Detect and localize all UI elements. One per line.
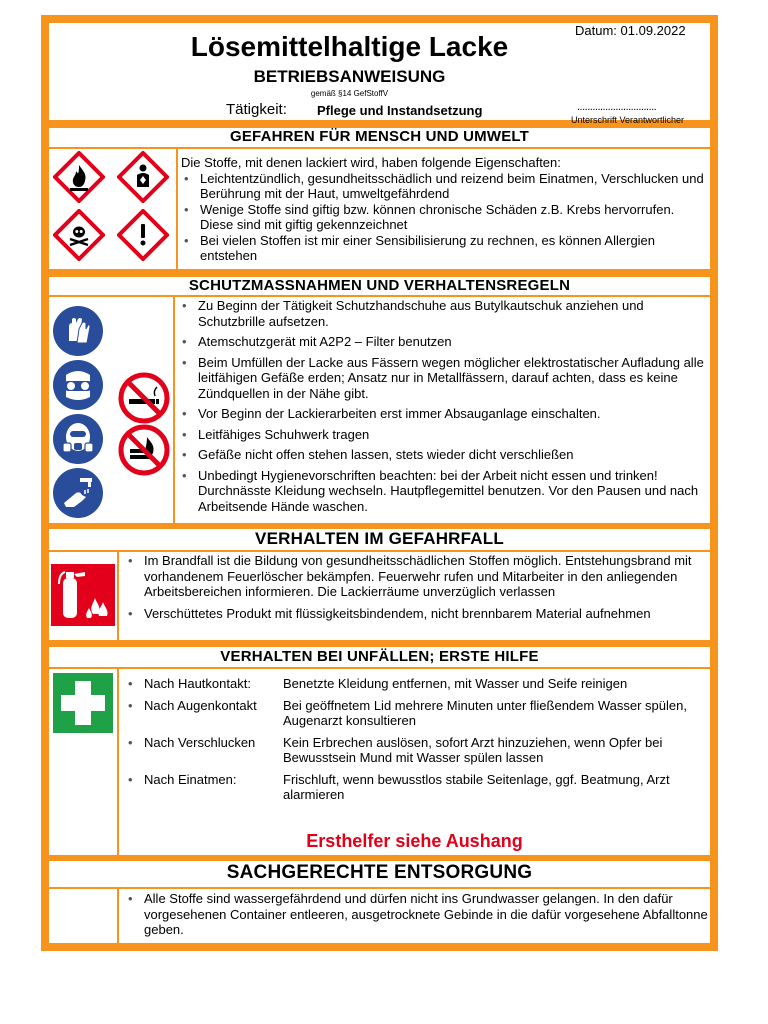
emergency-item: • Verschüttetes Produkt mit flüssigkeitsbindendem, nicht brennbarem Material aufnehmen: [125, 606, 709, 622]
hazards-title-bar: [49, 128, 710, 147]
legal-reference: gemäß §14 GefStoffV: [310, 89, 389, 98]
protection-item: • Beim Umfüllen der Lacke aus Fässern wegen möglicher elektrostatischer Aufladung alle leitfähigen Gefäße erden; Ansatz nur in Metallfässern, darauf achten, dass es keine Zündquellen in der Nähe gibt.: [179, 355, 709, 402]
firstaid-section: [49, 669, 710, 855]
firstaid-instruction: Kein Erbrechen auslösen, sofort Arzt hinzuziehen, wenn Opfer bei Bewusstsein Mund mit Wasser spülen lassen: [283, 734, 663, 765]
protection-item: • Gefäße nicht offen stehen lassen, stets wieder dicht verschließen: [179, 447, 709, 463]
firstaid-label: Nach Verschlucken: [144, 734, 256, 750]
protection-text: [179, 298, 709, 514]
emergency-list: [125, 553, 709, 621]
disposal-list: [125, 891, 709, 938]
gloves-icon: [52, 305, 104, 357]
signature-label: Unterschrift Verantwortlicher: [571, 115, 685, 125]
header-section: [49, 23, 710, 125]
firstaid-row: • Nach Augenkontakt Bei geöffnetem Lid mehrere Minuten unter fließendem Wasser spülen, Augenarzt konsultieren: [125, 698, 709, 729]
disposal-text: [125, 891, 709, 938]
protection-list: [179, 298, 709, 514]
safety-goggles-icon: [52, 359, 104, 411]
respirator-icon: [52, 413, 104, 465]
exclamation-icon: [117, 209, 169, 261]
emergency-item: • Im Brandfall ist die Bildung von gesundheitsschädlichen Stoffen möglich. Entstehungsbrand mit vorhandenem Feuerlöscher bekämpfen. Feuerwehr rufen und Mitarbeiter in den anliegenden Arbeitsbereichen informieren. Die Lackierräume unverzüglich verlassen: [125, 553, 709, 600]
firstaid-row: • Nach Hautkontakt: Benetzte Kleidung entfernen, mit Wasser und Seife reinigen: [125, 676, 709, 692]
firstaid-label: Nach Einatmen:: [144, 771, 237, 787]
firstaid-row: • Nach Einatmen: Frischluft, wenn bewusstlos stabile Seitenlage, ggf. Beatmung, Arzt alarmieren: [125, 772, 709, 803]
protection-title: SCHUTZMASSNAHMEN UND VERHALTENSREGELN: [188, 277, 571, 294]
emergency-title-bar: [49, 529, 710, 550]
activity-value: Pflege und Instandsetzung: [317, 103, 483, 118]
hazards-section: [49, 149, 710, 269]
document-title: Lösemittelhaltige Lacke: [190, 31, 509, 62]
signature-line: ...............................: [577, 101, 657, 113]
hazards-title: GEFAHREN FÜR MENSCH UND UMWELT: [229, 128, 530, 145]
hazards-intro: Die Stoffe, mit denen lackiert wird, haben folgende Eigenschaften:: [181, 155, 561, 170]
no-open-flame-icon: [117, 423, 171, 477]
protection-section: [49, 297, 710, 523]
firstaid-title: VERHALTEN BEI UNFÄLLEN; ERSTE HILFE: [220, 648, 539, 665]
disposal-divider: [117, 889, 119, 943]
protection-item: • Zu Beginn der Tätigkeit Schutzhandschuhe aus Butylkautschuk anziehen und Schutzbrille aufsetzen.: [179, 298, 709, 329]
emergency-title: VERHALTEN IM GEFAHRFALL: [255, 529, 504, 548]
skull-crossbones-icon: [53, 209, 105, 261]
health-hazard-icon: [117, 151, 169, 203]
emergency-text: [125, 553, 709, 621]
protection-item: • Atemschutzgerät mit A2P2 – Filter benutzen: [179, 334, 709, 350]
protection-divider: [173, 297, 175, 523]
protection-title-bar: [49, 277, 710, 295]
protection-item: • Unbedingt Hygienevorschriften beachten: bei der Arbeit nicht essen und trinken! Durchnässte Kleidung wechseln. Hautpflegemittel benutzen. Vor den Pausen und nach Arbeitsende Hände waschen.: [179, 468, 709, 515]
emergency-section: [49, 552, 710, 640]
disposal-section: [49, 889, 710, 943]
first-aid-icon: [53, 673, 113, 733]
instruction-sheet-frame: [41, 15, 718, 951]
firstaid-row: • Nach Verschlucken Kein Erbrechen auslösen, sofort Arzt hinzuziehen, wenn Opfer bei Bewusstsein Mund mit Wasser spülen lassen: [125, 735, 709, 766]
disposal-title-bar: [49, 861, 710, 887]
firstaid-text: [125, 676, 709, 803]
emergency-divider: [117, 552, 119, 640]
disposal-item: • Alle Stoffe sind wassergefährdend und dürfen nicht ins Grundwasser gelangen. In den dafür vorgesehenen Container entleeren, ausgetrocknete Gebinde in die dafür vorgesehene Abfalltonne geben.: [125, 891, 709, 938]
firstaid-divider: [117, 669, 119, 855]
fire-extinguisher-icon: [51, 564, 115, 626]
activity-label: Tätigkeit:: [226, 101, 287, 118]
date-field: Datum: 01.09.2022: [575, 23, 686, 38]
firstaid-label: Nach Augenkontakt: [144, 697, 257, 713]
firstaid-instruction: Benetzte Kleidung entfernen, mit Wasser und Seife reinigen: [283, 676, 628, 691]
hazard-item: • Leichtentzündlich, gesundheitsschädlich und reizend beim Einatmen, Verschlucken und Berührung mit der Haut, umweltgefährdend: [181, 171, 707, 202]
flame-icon: [53, 151, 105, 203]
firstaid-title-bar: [49, 647, 710, 667]
hazard-item: • Wenige Stoffe sind giftig bzw. können chronische Schäden z.B. Krebs hervorrufen. Diese sind mit giftig gekennzeichnet: [181, 202, 707, 233]
hazards-divider: [176, 149, 178, 269]
document-subtitle: BETRIEBSANWEISUNG: [253, 67, 446, 86]
hazards-list: [181, 171, 707, 264]
first-aider-notice: Ersthelfer siehe Aushang: [306, 831, 523, 851]
hazards-text: [181, 155, 707, 264]
protection-item: • Vor Beginn der Lackierarbeiten erst immer Absauganlage einschalten.: [179, 406, 709, 422]
no-smoking-icon: [117, 371, 171, 425]
hand-washing-icon: [52, 467, 104, 519]
firstaid-instruction: Frischluft, wenn bewusstlos stabile Seitenlage, ggf. Beatmung, Arzt alarmieren: [283, 771, 670, 802]
firstaid-instruction: Bei geöffnetem Lid mehrere Minuten unter fließendem Wasser spülen, Augenarzt konsultieren: [283, 697, 687, 728]
firstaid-label: Nach Hautkontakt:: [144, 676, 251, 691]
hazard-item: • Bei vielen Stoffen ist mir einer Sensibilisierung zu rechnen, es können Allergien entstehen: [181, 233, 707, 264]
protection-item: • Leitfähiges Schuhwerk tragen: [179, 427, 709, 443]
disposal-title: SACHGERECHTE ENTSORGUNG: [226, 862, 533, 883]
